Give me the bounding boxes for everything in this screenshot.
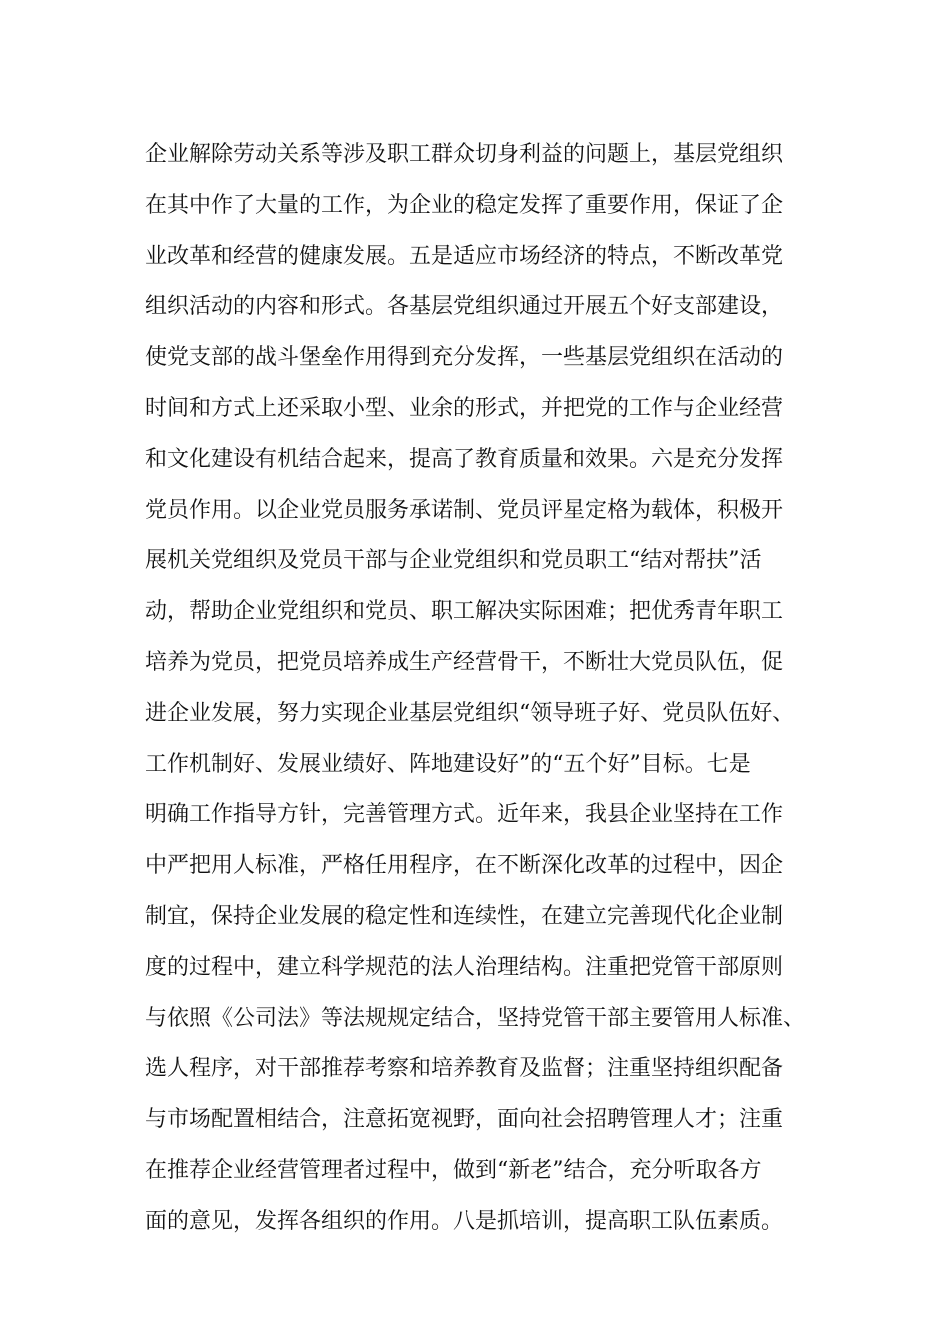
text-line: 动，帮助企业党组织和党员、职工解决实际困难；把优秀青年职工 (145, 599, 784, 625)
text-line: 与依照《公司法》等法规规定结合，坚持党管干部主要管用人标准、 (145, 1005, 806, 1031)
text-line: 与市场配置相结合，注意拓宽视野，面向社会招聘管理人才；注重 (145, 1107, 784, 1133)
body-paragraph (145, 130, 825, 1248)
text-line: 面的意见，发挥各组织的作用。八是抓培训，提高职工队伍素质。 (145, 1208, 784, 1234)
text-line: 组织活动的内容和形式。各基层党组织通过开展五个好支部建设， (145, 294, 784, 320)
text-line: 选人程序，对干部推荐考察和培养教育及监督；注重坚持组织配备 (145, 1056, 784, 1082)
text-line: 明确工作指导方针，完善管理方式。近年来，我县企业坚持在工作 (145, 802, 784, 828)
text-line: 制宜，保持企业发展的稳定性和连续性，在建立完善现代化企业制 (145, 903, 784, 929)
text-line: 进企业发展，努力实现企业基层党组织“领导班子好、党员队伍好、 (145, 700, 795, 726)
text-line: 时间和方式上还采取小型、业余的形式，并把党的工作与企业经营 (145, 395, 784, 421)
text-line: 党员作用。以企业党员服务承诺制、党员评星定格为载体，积极开 (145, 497, 784, 523)
text-line: 培养为党员，把党员培养成生产经营骨干，不断壮大党员队伍，促 (145, 649, 784, 675)
text-line: 企业解除劳动关系等涉及职工群众切身利益的问题上，基层党组织 (145, 142, 784, 167)
text-line: 工作机制好、发展业绩好、阵地建设好”的“五个好”目标。七是 (145, 751, 751, 777)
text-line: 和文化建设有机结合起来，提高了教育质量和效果。六是充分发挥 (145, 446, 784, 472)
text-line: 业改革和经营的健康发展。五是适应市场经济的特点，不断改革党 (145, 243, 784, 269)
text-line: 使党支部的战斗堡垒作用得到充分发挥，一些基层党组织在活动的 (145, 345, 784, 371)
text-line: 在推荐企业经营管理者过程中，做到“新老”结合，充分听取各方 (145, 1157, 762, 1183)
text-line: 度的过程中，建立科学规范的法人治理结构。注重把党管干部原则 (145, 954, 784, 980)
text-line: 展机关党组织及党员干部与企业党组织和党员职工“结对帮扶”活 (145, 548, 762, 574)
text-line: 在其中作了大量的工作，为企业的稳定发挥了重要作用，保证了企 (145, 192, 784, 218)
text-line: 中严把用人标准，严格任用程序，在不断深化改革的过程中，因企 (145, 853, 784, 879)
